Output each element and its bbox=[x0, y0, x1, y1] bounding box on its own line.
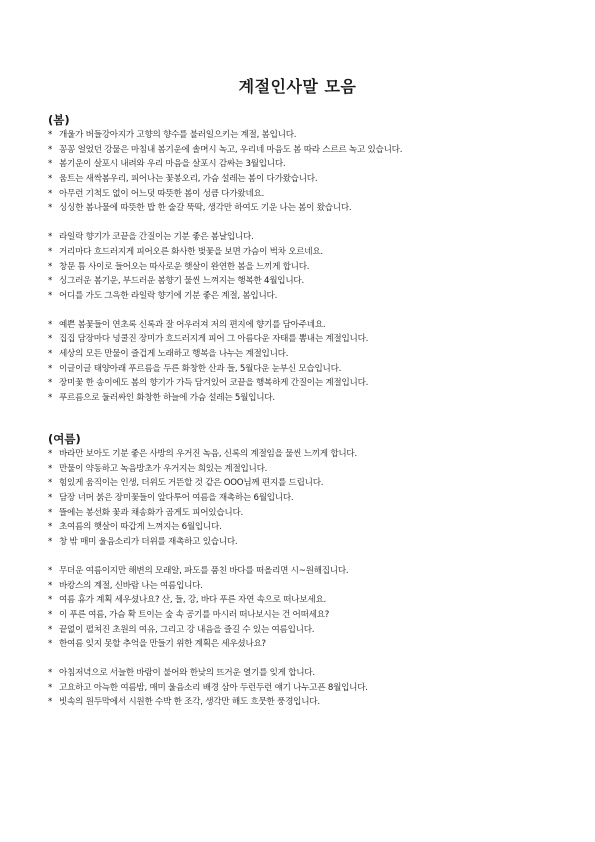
bullet-item bbox=[48, 376, 548, 391]
asterisk-bullet-icon: * bbox=[48, 697, 53, 708]
group-spacer bbox=[48, 304, 548, 318]
group-spacer bbox=[48, 216, 548, 230]
bullet-item bbox=[48, 681, 548, 696]
group-spacer bbox=[48, 550, 548, 564]
asterisk-bullet-icon: * bbox=[48, 290, 53, 301]
bullet-item bbox=[48, 564, 548, 579]
asterisk-bullet-icon: * bbox=[48, 174, 53, 185]
bullet-text: 창문 틈 사이로 들어오는 따사로운 햇살이 완연한 봄을 느끼게 합니다. bbox=[59, 261, 310, 272]
bullet-text: 무더운 여름이지만 해변의 모래알, 파도를 품친 바다를 떠올리면 시~원해집니다. bbox=[59, 565, 349, 576]
bullet-item bbox=[48, 172, 548, 187]
bullet-text: 창 밖 매미 울음소리가 더위를 재촉하고 있습니다. bbox=[59, 537, 238, 548]
group-spacer bbox=[48, 652, 548, 666]
bullet-item bbox=[48, 462, 548, 477]
asterisk-bullet-icon: * bbox=[48, 348, 53, 359]
bullet-item bbox=[48, 362, 548, 377]
bullet-text: 라일락 향기가 코끝을 간질이는 기분 좋은 봄날입니다. bbox=[59, 232, 254, 243]
asterisk-bullet-icon: * bbox=[48, 624, 53, 635]
bullet-item bbox=[48, 201, 548, 216]
asterisk-bullet-icon: * bbox=[48, 144, 53, 155]
bullet-text: 봄기운이 살포시 내려와 우리 마음을 살포시 감싸는 3월입니다. bbox=[59, 159, 286, 170]
bullet-text: 이글이글 태양아래 푸르름을 두른 화창한 산과 들, 5월다운 눈부신 모습입니다. bbox=[59, 363, 342, 374]
bullet-text: 세상의 모든 만물이 즐겁게 노래하고 행복을 나누는 계절입니다. bbox=[59, 348, 289, 359]
asterisk-bullet-icon: * bbox=[48, 493, 53, 504]
document-title: 계절인사말 모음 bbox=[238, 77, 357, 96]
bullet-text: 한여름 잊지 못할 추억을 만들기 위한 계획은 세우셨나요? bbox=[59, 639, 266, 650]
bullet-item bbox=[48, 391, 548, 406]
bullet-text: 담장 너머 붉은 장미꽃들이 앞다투어 여름을 재촉하는 6월입니다. bbox=[59, 493, 294, 504]
bullet-text: 꽁꽁 얼었던 강물은 마침내 봄기운에 솔며시 녹고, 우리네 마음도 봄 따라 스르르 녹고 있습니다. bbox=[59, 144, 403, 155]
bullet-item bbox=[48, 274, 548, 289]
asterisk-bullet-icon: * bbox=[48, 334, 53, 345]
asterisk-bullet-icon: * bbox=[48, 378, 53, 389]
asterisk-bullet-icon: * bbox=[48, 682, 53, 693]
bullet-item bbox=[48, 593, 548, 608]
bullet-text: 개울가 버들강아지가 고향의 향수를 불러일으키는 계절, 봄입니다. bbox=[59, 130, 297, 140]
bullet-text: 어디를 가도 그윽한 라일락 향기에 기분 좋은 계절, 봄입니다. bbox=[59, 290, 278, 301]
bullet-text: 고요하고 아늑한 여름밤, 매미 울음소리 배경 삼아 두런두런 얘기 나누고픈 8월입니다. bbox=[59, 682, 368, 693]
bullet-item bbox=[48, 157, 548, 172]
section-heading-summer: (여름) bbox=[48, 432, 81, 446]
bullet-item bbox=[48, 230, 548, 245]
asterisk-bullet-icon: * bbox=[48, 595, 53, 606]
asterisk-bullet-icon: * bbox=[48, 232, 53, 243]
bullet-item bbox=[48, 245, 548, 260]
bullet-text: 푸르름으로 둘러싸인 화창한 하늘에 가슴 설레는 5월입니다. bbox=[59, 393, 275, 403]
bullet-item bbox=[48, 520, 548, 535]
asterisk-bullet-icon: * bbox=[48, 203, 53, 214]
bullet-text: 싱그러운 봄기운, 부드러운 봄향기 물씬 느껴지는 행복한 4월입니다. bbox=[59, 276, 304, 287]
bullet-text: 아침저녁으로 서늘한 바람이 불어와 한낮의 뜨거운 열기를 잊게 합니다. bbox=[59, 667, 315, 678]
bullet-item bbox=[48, 128, 548, 143]
asterisk-bullet-icon: * bbox=[48, 319, 53, 330]
asterisk-bullet-icon: * bbox=[48, 478, 53, 489]
asterisk-bullet-icon: * bbox=[48, 188, 53, 199]
bullet-item bbox=[48, 623, 548, 638]
bullet-item bbox=[48, 506, 548, 521]
bullet-text: 거리마다 흐드러지게 피어오른 화사한 벚꽃을 보면 가슴이 벅차 오르네요. bbox=[59, 246, 323, 257]
spring-bullet-list bbox=[48, 128, 548, 406]
bullet-text: 움트는 새싹봄우리, 피어나는 꽃봉오리, 가슴 설레는 봄이 다가왔습니다. bbox=[59, 174, 318, 185]
asterisk-bullet-icon: * bbox=[48, 276, 53, 287]
bullet-item bbox=[48, 535, 548, 550]
bullet-item bbox=[48, 289, 548, 304]
asterisk-bullet-icon: * bbox=[48, 609, 53, 620]
bullet-text: 이 푸른 여름, 가슴 확 트이는 숲 속 공기를 마시러 떠나보시는 건 어떠세요? bbox=[59, 609, 330, 620]
bullet-item bbox=[48, 187, 548, 202]
asterisk-bullet-icon: * bbox=[48, 393, 53, 403]
bullet-text: 뜰에는 봉선화 꽃과 채송화가 곱게도 피어있습니다. bbox=[59, 507, 243, 518]
bullet-item bbox=[48, 143, 548, 158]
bullet-text: 싱싱한 봄나물에 따뜻한 밥 한 술갈 뚝딱, 생각만 하여도 기운 나는 봄이 왔습니다. bbox=[59, 203, 352, 214]
bullet-text: 장미꽃 한 송이에도 봄의 향기가 가득 담겨있어 코끝을 행복하게 간질이는 계절입니다. bbox=[59, 378, 369, 389]
asterisk-bullet-icon: * bbox=[48, 463, 53, 474]
asterisk-bullet-icon: * bbox=[48, 363, 53, 374]
bullet-item bbox=[48, 666, 548, 681]
asterisk-bullet-icon: * bbox=[48, 667, 53, 678]
bullet-text: 여름 휴가 계획 세우셨나요? 산, 들, 강, 바다 푸른 자연 속으로 떠나보세요. bbox=[59, 595, 326, 606]
bullet-text: 만물이 약동하고 녹음방초가 우거지는 희있는 계절입니다. bbox=[59, 463, 268, 474]
bullet-text: 예쁜 봄꽃들이 연초록 신록과 잘 어우러져 저의 편지에 향기를 담아주네요. bbox=[59, 319, 326, 330]
bullet-item bbox=[48, 260, 548, 275]
section-heading-spring: (봄) bbox=[48, 113, 70, 127]
bullet-text: 빗속의 원두막에서 시원한 수박 한 조각, 생각만 해도 흐뭇한 풍경입니다. bbox=[59, 697, 320, 708]
summer-bullet-list bbox=[48, 447, 548, 710]
bullet-text: 끝없이 펼쳐진 초원의 여유, 그리고 강 내음을 즐길 수 있는 여름입니다. bbox=[59, 624, 315, 635]
asterisk-bullet-icon: * bbox=[48, 580, 53, 591]
bullet-text: 아무런 기척도 없이 어느덧 따뜻한 봄이 성큼 다가왔네요. bbox=[59, 188, 265, 199]
asterisk-bullet-icon: * bbox=[48, 449, 53, 459]
bullet-text: 힘있게 움직이는 인생, 더위도 거뜬할 것 같은 OOO님께 편지를 드립니다. bbox=[59, 478, 324, 489]
bullet-item bbox=[48, 608, 548, 623]
bullet-text: 집집 담장마다 넝쿨진 장미가 흐드러지게 피어 그 아름다운 자태를 뽐내는 계절입니다. bbox=[59, 334, 369, 345]
bullet-item bbox=[48, 637, 548, 652]
bullet-item bbox=[48, 318, 548, 333]
bullet-item bbox=[48, 347, 548, 362]
bullet-text: 바캉스의 계절, 신바람 나는 여름입니다. bbox=[59, 580, 203, 591]
bullet-text: 바라만 보아도 기분 좋은 사방의 우거진 녹음, 신록의 계절임을 물씬 느끼게 합니다. bbox=[59, 449, 357, 459]
asterisk-bullet-icon: * bbox=[48, 159, 53, 170]
asterisk-bullet-icon: * bbox=[48, 565, 53, 576]
bullet-item bbox=[48, 491, 548, 506]
bullet-item bbox=[48, 695, 548, 710]
asterisk-bullet-icon: * bbox=[48, 130, 53, 140]
asterisk-bullet-icon: * bbox=[48, 639, 53, 650]
bullet-text: 초여름의 햇살이 따갑게 느껴지는 6월입니다. bbox=[59, 522, 222, 533]
asterisk-bullet-icon: * bbox=[48, 537, 53, 548]
bullet-item bbox=[48, 332, 548, 347]
asterisk-bullet-icon: * bbox=[48, 261, 53, 272]
bullet-item bbox=[48, 476, 548, 491]
bullet-item bbox=[48, 579, 548, 594]
asterisk-bullet-icon: * bbox=[48, 522, 53, 533]
asterisk-bullet-icon: * bbox=[48, 246, 53, 257]
asterisk-bullet-icon: * bbox=[48, 507, 53, 518]
bullet-item bbox=[48, 447, 548, 462]
